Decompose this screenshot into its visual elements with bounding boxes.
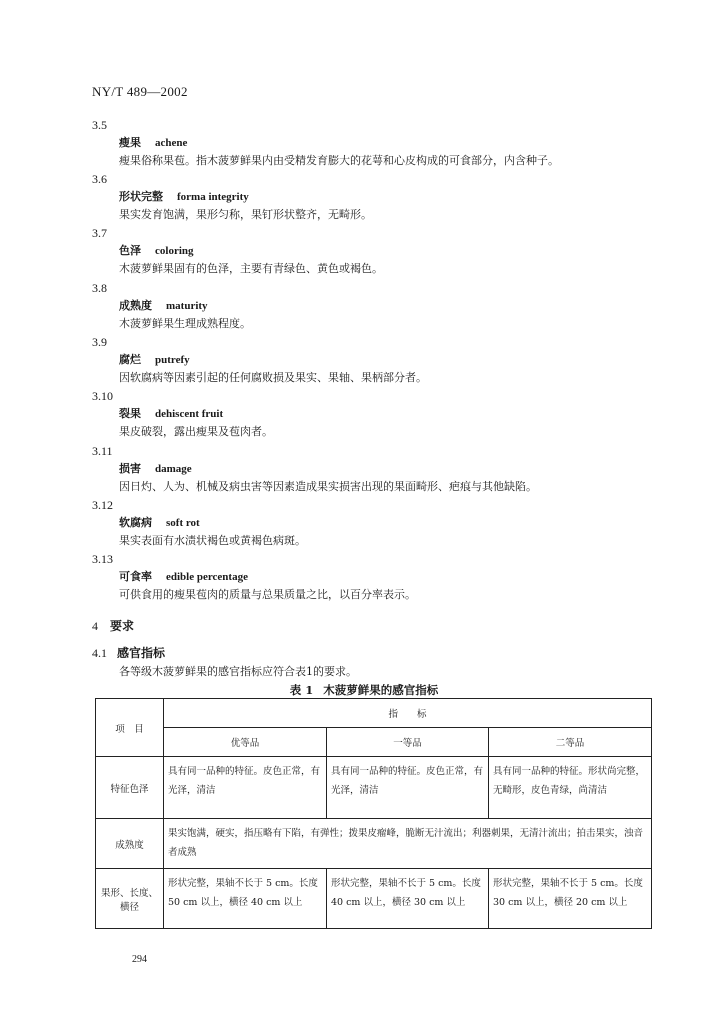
term-3-7	[92, 224, 652, 278]
term-number: 3.9	[92, 335, 107, 349]
header-index: 指 标	[164, 699, 652, 728]
term-name	[119, 297, 652, 315]
term-number: 3.11	[92, 444, 113, 458]
term-number: 3.12	[92, 498, 113, 512]
table-cell: 具有同一品种的特征。皮色正常，有光泽，清洁	[164, 757, 327, 819]
term-name-zh: 腐烂	[119, 353, 141, 366]
term-name	[119, 188, 652, 206]
table-row	[96, 757, 652, 819]
term-number: 3.5	[92, 118, 107, 132]
grade-premium: 优等品	[164, 728, 327, 757]
section-4-1-text: 各等级木菠萝鲜果的感官指标应符合表1的要求。	[119, 665, 357, 678]
page-number: 294	[132, 954, 147, 965]
term-definition: 果实表面有水渍状褐色或黄褐色病斑。	[119, 534, 306, 547]
term-name	[119, 460, 652, 478]
section-title: 要求	[110, 619, 135, 633]
term-3-8	[92, 279, 652, 333]
term-name-zh: 软腐病	[119, 516, 152, 529]
table-label: 表 1	[289, 683, 314, 697]
term-number: 3.10	[92, 389, 113, 403]
table-title: 木菠萝鲜果的感官指标	[323, 683, 439, 697]
table-cell: 具有同一品种的特征。皮色正常，有光泽，清洁	[327, 757, 489, 819]
term-name	[119, 134, 652, 152]
term-definition: 木菠萝鲜果生理成熟程度。	[119, 317, 251, 330]
term-number: 3.6	[92, 172, 107, 186]
term-definition: 可供食用的瘦果苞肉的质量与总果质量之比，以百分率表示。	[119, 588, 416, 601]
table-row	[96, 869, 652, 929]
term-definition: 木菠萝鲜果固有的色泽，主要有青绿色、黄色或褐色。	[119, 262, 383, 275]
grade-first: 一等品	[327, 728, 489, 757]
table-cell: 形状完整，果轴不长于 5 cm。长度 30 cm 以上，横径 20 cm 以上	[489, 869, 652, 929]
table-cell: 形状完整，果轴不长于 5 cm。长度 50 cm 以上，横径 40 cm 以上	[164, 869, 327, 929]
table-cell-merged: 果实饱满，硬实，指压略有下陷，有弹性；拨果皮瘤峰，脆断无汁流出；利器刺果，无清汁流出；拍击果实，浊音者成熟	[164, 819, 652, 869]
table-cell: 具有同一品种的特征。形状尚完整，无畸形，皮色青绿，尚清洁	[489, 757, 652, 819]
header-item: 项 目	[96, 699, 164, 757]
term-3-6	[92, 170, 652, 224]
section-4-1-heading	[92, 644, 165, 661]
term-definition: 瘦果俗称果苞。指木菠萝鲜果内由受精发育膨大的花萼和心皮构成的可食部分，内含种子。	[119, 154, 559, 167]
row-header: 特征色泽	[96, 757, 164, 819]
term-definition: 因日灼、人为、机械及病虫害等因素造成果实损害出现的果面畸形、疤痕与其他缺陷。	[119, 480, 537, 493]
sensory-index-table	[95, 698, 652, 929]
term-name	[119, 351, 652, 369]
term-name-zh: 色泽	[119, 244, 141, 257]
term-3-5	[92, 116, 652, 170]
term-name-zh: 可食率	[119, 570, 152, 583]
standard-code: NY/T 489—2002	[92, 84, 188, 99]
term-name-en: maturity	[166, 300, 208, 312]
term-definition: 果皮破裂，露出瘦果及苞肉者。	[119, 425, 273, 438]
term-name-en: soft rot	[166, 517, 200, 529]
term-3-10	[92, 387, 652, 441]
table-caption	[0, 682, 728, 698]
term-name-en: edible percentage	[166, 571, 248, 583]
term-name-zh: 形状完整	[119, 190, 163, 203]
term-3-11	[92, 442, 652, 496]
term-number: 3.7	[92, 226, 107, 240]
term-3-12	[92, 496, 652, 550]
term-number: 3.8	[92, 281, 107, 295]
table-row	[96, 819, 652, 869]
term-name	[119, 242, 652, 260]
term-name-zh: 裂果	[119, 407, 141, 420]
row-header: 成熟度	[96, 819, 164, 869]
term-definition: 因软腐病等因素引起的任何腐败损及果实、果轴、果柄部分者。	[119, 371, 427, 384]
term-name-en: coloring	[155, 245, 194, 257]
term-name-zh: 损害	[119, 462, 141, 475]
term-name-en: damage	[155, 463, 192, 475]
table-grade-row	[96, 728, 652, 757]
term-3-13	[92, 550, 652, 604]
term-name	[119, 568, 652, 586]
section-title: 感官指标	[117, 646, 166, 660]
section-number: 4	[92, 619, 98, 633]
term-name-en: forma integrity	[177, 191, 249, 203]
section-number: 4.1	[92, 646, 107, 660]
term-name-zh: 成熟度	[119, 299, 152, 312]
row-header: 果形、长度、横径	[96, 869, 164, 929]
section-4-heading	[92, 617, 134, 634]
term-name-zh: 瘦果	[119, 136, 141, 149]
grade-second: 二等品	[489, 728, 652, 757]
term-name-en: dehiscent fruit	[155, 408, 224, 420]
term-number: 3.13	[92, 552, 113, 566]
term-3-9	[92, 333, 652, 387]
term-name-en: putrefy	[155, 354, 190, 366]
term-name-en: achene	[155, 137, 188, 149]
table-cell: 形状完整，果轴不长于 5 cm。长度 40 cm 以上，横径 30 cm 以上	[327, 869, 489, 929]
term-name	[119, 405, 652, 423]
term-definition: 果实发育饱满，果形匀称，果钉形状整齐，无畸形。	[119, 208, 372, 221]
table-header-row	[96, 699, 652, 728]
term-name	[119, 514, 652, 532]
